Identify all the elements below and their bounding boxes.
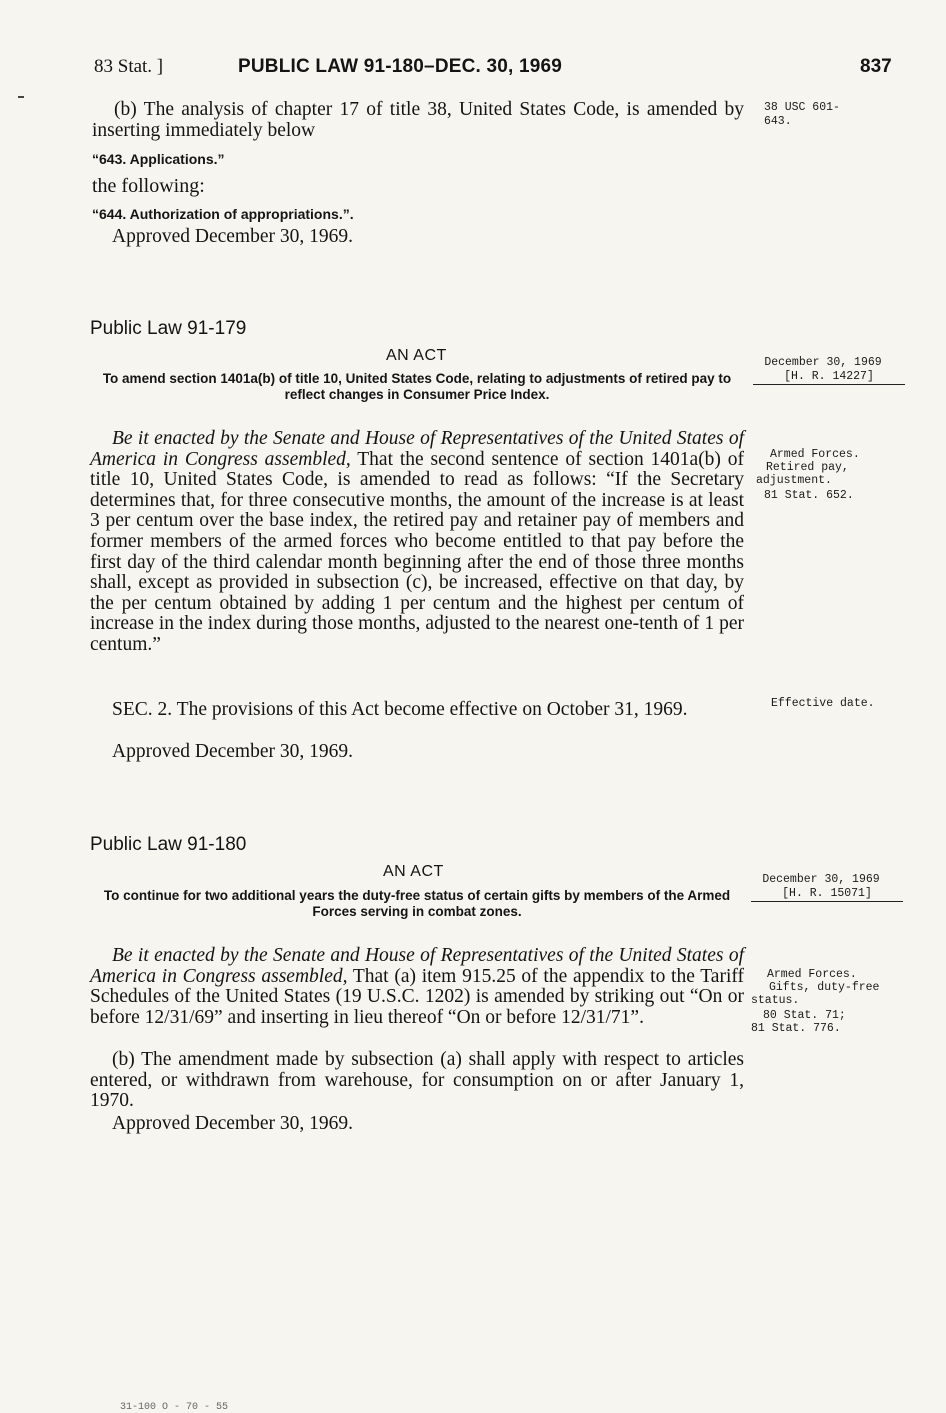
scan-mark (18, 96, 24, 98)
enacting-clause-179: Be it enacted by the Senate and House of Representatives of the United States of America in Congress assembled, (90, 428, 744, 470)
item-644: “644. Authorization of appropriations.”. (92, 206, 354, 222)
margin-subject-179 (756, 448, 886, 502)
margin-subject-180-line1: Armed Forces. (767, 968, 857, 981)
approved-date-top: Approved December 30, 1969. (112, 226, 353, 247)
margin-effective-date: Effective date. (771, 697, 875, 710)
section-2-179: SEC. 2. The provisions of this Act become effective on October 31, 1969. (112, 699, 688, 720)
approved-date-179: Approved December 30, 1969. (112, 741, 353, 762)
stat-reference: 83 Stat. ] (94, 56, 164, 77)
margin-bill-180: [H. R. 15071] (751, 887, 903, 902)
an-act-label-180: AN ACT (383, 863, 444, 880)
margin-date-180: December 30, 1969 (762, 873, 880, 886)
margin-date-179: December 30, 1969 (764, 356, 882, 369)
margin-subject-180 (751, 968, 891, 1035)
margin-subject-179-line3: adjustment. (756, 474, 832, 487)
margin-bill-179: [H. R. 14227] (753, 370, 905, 385)
law-179-text (90, 429, 744, 656)
public-law-91-180-heading: Public Law 91-180 (90, 834, 247, 855)
margin-stat-180-b: 81 Stat. 776. (751, 1022, 841, 1035)
print-code-footer: 31-100 O - 70 - 55 (120, 1402, 229, 1413)
paragraph-b-analysis: (b) The analysis of chapter 17 of title 38, United States Code, is amended by inserting immediately below (92, 99, 744, 141)
item-643: “643. Applications.” (92, 151, 225, 167)
approved-date-180: Approved December 30, 1969. (112, 1113, 353, 1134)
margin-subject-180-line3: status. (751, 994, 800, 1007)
page-number: 837 (860, 56, 892, 77)
running-header-title: PUBLIC LAW 91-180–DEC. 30, 1969 (238, 56, 563, 77)
margin-subject-179-line2: Retired pay, (766, 461, 849, 474)
margin-citation-38usc: 38 USC 601-643. (764, 101, 840, 128)
law-180-body: That (a) item 915.25 of the appendix to the Tariff Schedules of the United States (19 U.S.C. 1202) is amended by striking out “On or before 12/31/69” and inserting in lieu thereof “On or before 12/31/71”. (90, 965, 744, 1028)
act-title-180: To continue for two additional years the duty-free status of certain gifts by members of the Armed Forces serving in combat zones. (103, 888, 731, 919)
margin-stat-180-a: 80 Stat. 71; (763, 1009, 846, 1022)
the-following: the following: (92, 175, 205, 197)
margin-stat-179: 81 Stat. 652. (764, 489, 854, 502)
margin-subject-179-line1: Armed Forces. (770, 448, 860, 461)
act-title-179: To amend section 1401a(b) of title 10, United States Code, relating to adjustments of retired pay to reflect changes in Consumer Price Index. (102, 371, 732, 402)
an-act-label-179: AN ACT (386, 347, 447, 364)
law-179-body: That the second sentence of section 1401a(b) of title 10, United States Code, is amended to read as follows: “If the Secretary determines that, for three consecutive months, the amount of the increase is at least 3 per centum over the base index, the retired pay and retainer pay of members and former members of the armed forces who become entitled to that pay before the first day of the third calendar month beginning after the end of those three months shall, except as provided in subsection (c), be increased, effective on that day, by the per centum obtained by adding 1 per centum and the highest per centum of increase in the index during those months, adjusted to the nearest one-tenth of 1 per centum.” (90, 448, 744, 655)
margin-subject-180-line2: Gifts, duty-free (769, 981, 880, 994)
paragraph-b-180: (b) The amendment made by subsection (a) shall apply with respect to articles entered, or withdrawn from warehouse, for consumption on or after January 1, 1970. (90, 1049, 744, 1112)
law-180-text (90, 946, 744, 1028)
public-law-91-179-heading: Public Law 91-179 (90, 318, 247, 339)
enacting-clause-180: Be it enacted by the Senate and House of Representatives of the United States of America in Congress assembled, (90, 945, 744, 987)
